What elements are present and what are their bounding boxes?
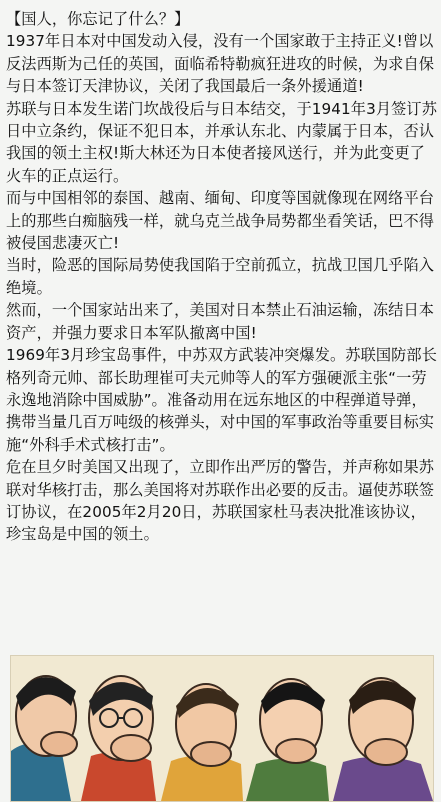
cartoon-people-covering-mouths-icon	[10, 655, 434, 802]
paragraph-soviet-japan: 苏联与日本发生诺门坎战役后与日本结交，于1941年3月签订苏日中立条约，保证不犯日本，并承认东北、内蒙属于日本，否认我国的领土主权!斯大林还为日本使者接风送行，并为此变更了火车的正点运行。	[6, 99, 438, 185]
post-title: 【国人，你忘记了什么？】	[6, 10, 190, 28]
paragraph-usa-embargo: 然而，一个国家站出来了，美国对日本禁止石油运输，冻结日本资产，并强力要求日本军队撤离中国!	[6, 301, 435, 342]
paragraph-zhenbao: 1969年3月珍宝岛事件，中苏双方武装冲突爆发。苏联国防部长格列奇元帅、部长助理崔可夫元帅等人的军方强硬派主张“一劳永逸地消除中国威胁”。准备动用在远东地区的中程弹道导弹，携带当量几百万吨级的核弹头，对中国的军事政治等重要目标实施“外科手术式核打击”。	[6, 346, 438, 454]
paragraph-1937: 1937年日本对中国发动入侵，没有一个国家敢于主持正义!曾以反法西斯为己任的英国，面临希特勒疯狂进攻的时候，为求自保与日本签订天津协议，关闭了我国最后一条外援通道!	[6, 32, 435, 96]
paragraph-isolation: 当时，险恶的国际局势使我国陷于空前孤立，抗战卫国几乎陷入绝境。	[6, 256, 435, 297]
paragraph-usa-warning: 危在旦夕时美国又出现了，立即作出严厉的警告，并声称如果苏联对华核打击，那么美国将对苏联作出必要的反击。逼使苏联签订协议，在2005年2月20日，苏联国家杜马表决批准该协议，珍宝岛是中国的领土。	[6, 458, 435, 544]
paragraph-neighbors: 而与中国相邻的泰国、越南、缅甸、印度等国就像现在网络平台上的那些白痴脑残一样，就乌克兰战争局势都坐看笑话，巴不得被侵国悲凄灭亡!	[6, 189, 435, 253]
post-text	[6, 8, 438, 546]
